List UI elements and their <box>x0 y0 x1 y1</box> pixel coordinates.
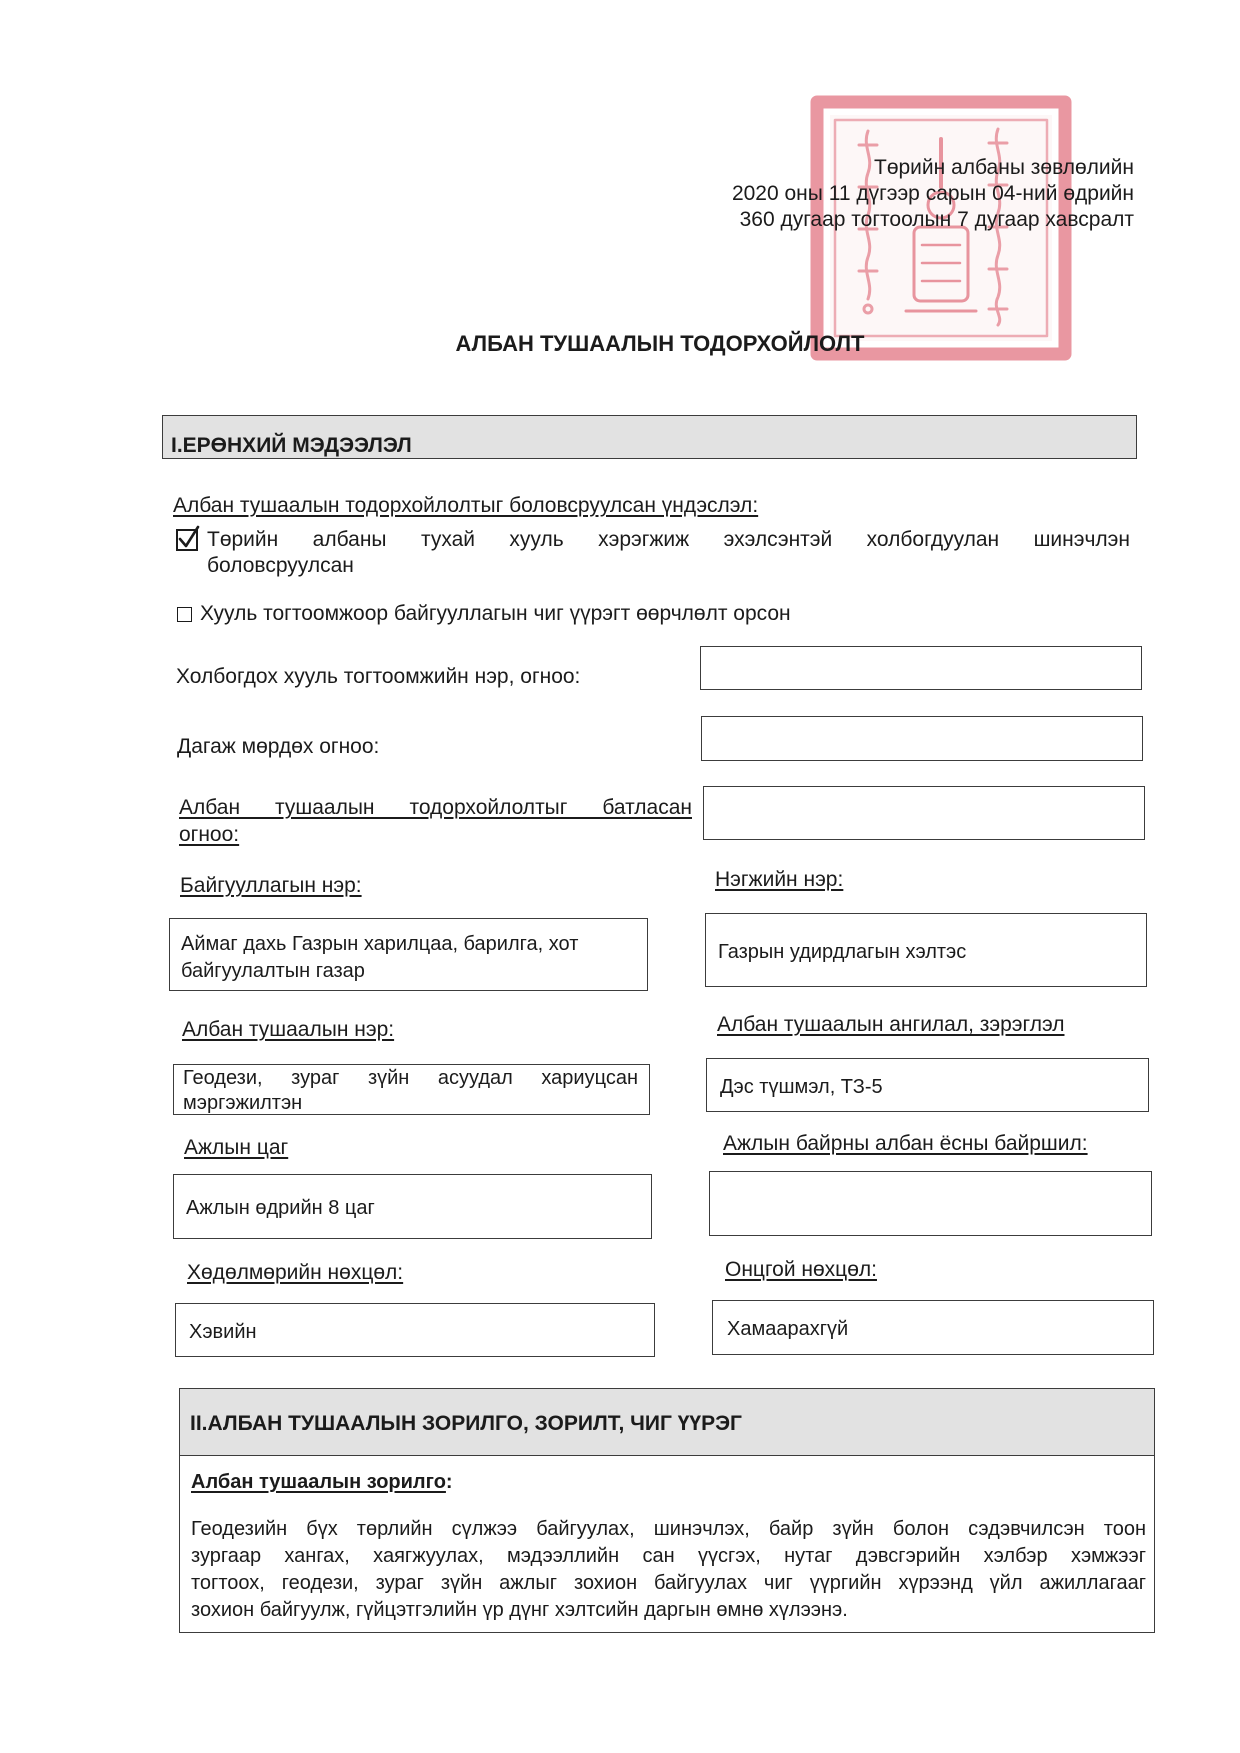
organization-value-line: байгуулалтын газар <box>181 960 365 982</box>
position-value <box>183 1065 638 1115</box>
annex-line-council: Төрийн албаны зөвлөлийн <box>874 156 1134 179</box>
unit-field <box>705 913 1147 987</box>
checkbox-law-updated <box>176 529 198 551</box>
section-2 <box>179 1388 1155 1633</box>
purpose-text-line: зохион байгуулж, гүйцэтгэлийн үр дүнг хэлтсийн даргын өмнө хүлээнэ. <box>191 1599 848 1621</box>
purpose-label-text: Албан тушаалын зорилго <box>191 1471 446 1493</box>
work-location-field <box>709 1171 1152 1236</box>
approved-date-label-line: огноо: <box>179 823 240 846</box>
basis-label: Албан тушаалын тодорхойлолтыг боловсруулсан үндэслэл: <box>173 494 759 517</box>
annex-line-date: 2020 оны 11 дүгээр сарын 04-ний өдрийн <box>731 182 1134 205</box>
purpose-text-line: тогтоох, геодези, зураг зүйн ажлыг зохион байгуулах чиг үүргийн хүрээнд үйл ажиллагааг <box>191 1572 1146 1594</box>
option-function-changed-label: Хууль тогтоомжоор байгууллагын чиг үүрэгт өөрчлөлт орсон <box>200 602 791 625</box>
work-location-label: Ажлын байрны албан ёсны байршил: <box>723 1132 1088 1155</box>
effective-date-label: Дагаж мөрдөх огноо: <box>177 735 380 758</box>
option-label-line: Төрийн албаны тухай хууль хэрэгжиж эхэлсэнтэй холбогдуулан шинэчлэн <box>207 528 1130 551</box>
working-hours-field <box>173 1174 652 1239</box>
checkmark-icon <box>176 524 202 550</box>
related-law-field <box>700 646 1142 690</box>
purpose-text <box>191 1516 1146 1624</box>
approved-date-field <box>703 786 1145 840</box>
option-label-line: боловсруулсан <box>207 554 354 577</box>
related-law-label: Холбогдох хууль тогтоомжийн нэр, огноо: <box>176 665 581 688</box>
work-conditions-field <box>175 1303 655 1357</box>
section-2-header <box>180 1389 1154 1456</box>
section-1-title: I.ЕРӨНХИЙ МЭДЭЭЛЭЛ <box>171 434 412 457</box>
working-hours-value: Ажлын өдрийн 8 цаг <box>186 1197 375 1219</box>
special-conditions-field <box>712 1300 1154 1355</box>
purpose-label-colon: : <box>445 1471 453 1493</box>
classification-value: Дэс түшмэл, ТЗ-5 <box>720 1075 883 1098</box>
organization-label: Байгууллагын нэр: <box>180 874 362 897</box>
classification-label: Албан тушаалын ангилал, зэрэглэл <box>717 1013 1065 1036</box>
section-1-header <box>162 415 1137 459</box>
special-conditions-value: Хамаарахгүй <box>727 1318 849 1340</box>
checkbox-function-changed <box>177 607 192 622</box>
effective-date-field <box>701 716 1143 761</box>
annex-reference <box>732 155 1134 233</box>
document-title: АЛБАН ТУШААЛЫН ТОДОРХОЙЛОЛТ <box>455 331 865 356</box>
position-field <box>173 1064 650 1115</box>
organization-value-line: Аймаг дахь Газрын харилцаа, барилга, хот <box>181 933 579 955</box>
working-hours-label: Ажлын цаг <box>184 1136 289 1159</box>
special-conditions-label: Онцгой нөхцөл: <box>725 1258 877 1281</box>
position-value-line: Геодези, зураг зүйн асуудал хариуцсан <box>183 1067 638 1089</box>
purpose-label <box>191 1469 453 1495</box>
classification-field <box>706 1058 1149 1112</box>
position-label: Албан тушаалын нэр: <box>182 1018 395 1041</box>
work-conditions-value: Хэвийн <box>189 1320 257 1343</box>
position-value-line: мэргэжилтэн <box>183 1092 303 1114</box>
option-law-updated-label <box>207 527 1130 579</box>
work-conditions-label: Хөдөлмөрийн нөхцөл: <box>187 1261 404 1284</box>
unit-value: Газрын удирдлагын хэлтэс <box>718 940 967 963</box>
unit-label: Нэгжийн нэр: <box>715 868 844 891</box>
organization-field <box>169 918 648 991</box>
approved-date-label <box>179 793 692 848</box>
organization-value <box>181 931 578 985</box>
purpose-text-line: зургаар хангах, хаягжуулах, мэдээллийн сан үүсгэх, нутаг дэвсгэрийн хэлбэр хэмжээг <box>191 1545 1146 1567</box>
purpose-text-line: Геодезийн бүх төрлийн сүлжээ байгуулах, шинэчлэх, байр зүйн болон сэдэвчилсэн тоон <box>191 1518 1146 1540</box>
section-2-title: II.АЛБАН ТУШААЛЫН ЗОРИЛГО, ЗОРИЛТ, ЧИГ ҮҮРЭГ <box>190 1412 742 1435</box>
annex-line-resolution: 360 дугаар тогтоолын 7 дугаар хавсралт <box>739 208 1134 231</box>
approved-date-label-line: Албан тушаалын тодорхойлолтыг батласан <box>179 796 692 819</box>
